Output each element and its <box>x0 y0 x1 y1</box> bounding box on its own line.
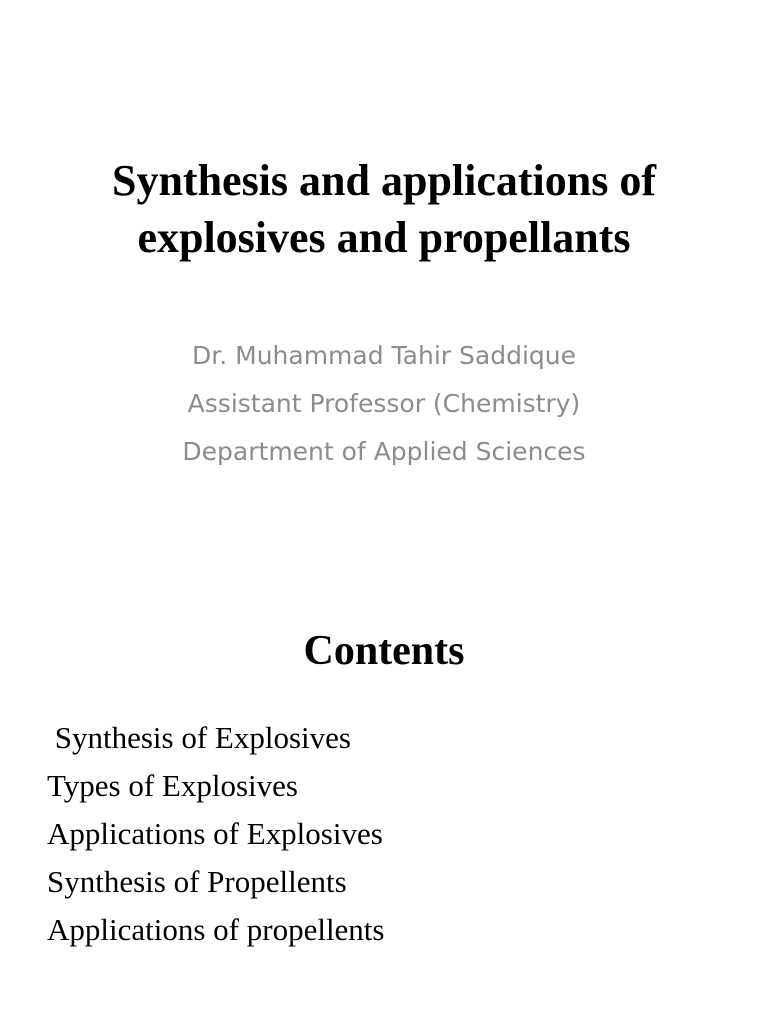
slide-subtitle <box>0 332 768 476</box>
author-position: Assistant Professor (Chemistry) <box>187 389 581 418</box>
slide-title-line: explosives and propellants <box>137 213 631 262</box>
author-department: Department of Applied Sciences <box>182 437 586 466</box>
contents-heading: Contents <box>303 628 465 674</box>
contents-item: Synthesis of Explosives <box>47 720 351 755</box>
contents-item: Types of Explosives <box>47 768 298 803</box>
contents-item: Applications of propellents <box>47 912 385 947</box>
contents-list <box>47 714 385 954</box>
contents-item: Synthesis of Propellents <box>47 864 347 899</box>
slide-title-line: Synthesis and applications of <box>111 156 657 205</box>
contents-slide <box>0 560 768 1024</box>
slide-title <box>0 152 768 266</box>
contents-item: Applications of Explosives <box>47 816 383 851</box>
author-name: Dr. Muhammad Tahir Saddique <box>192 341 576 370</box>
